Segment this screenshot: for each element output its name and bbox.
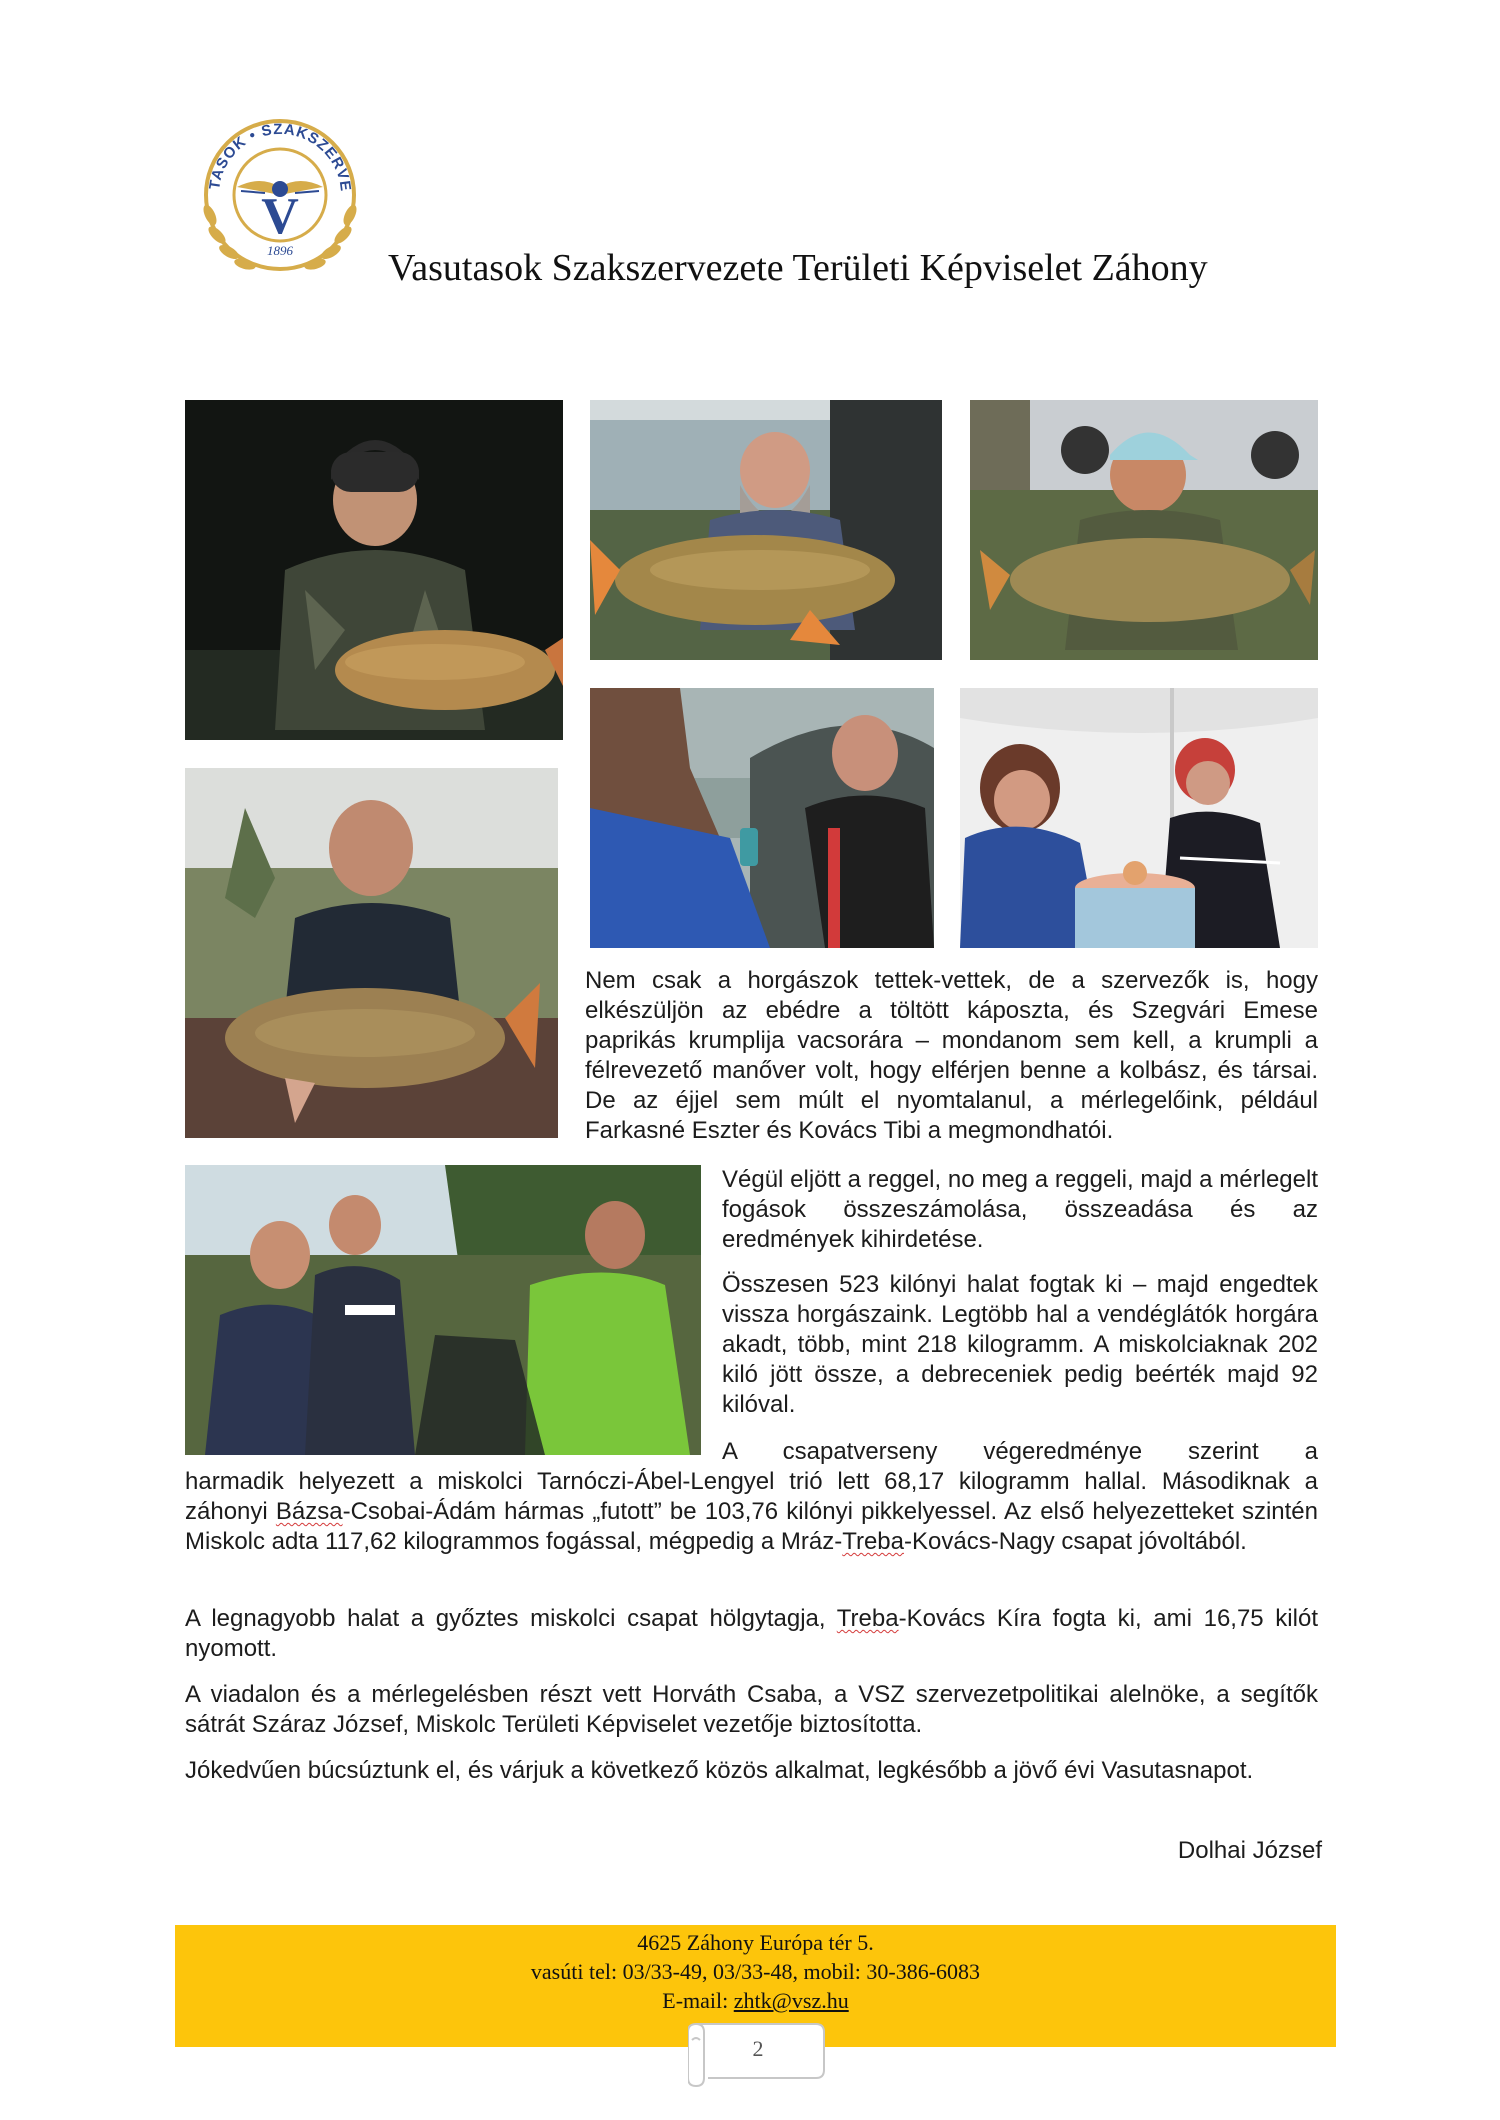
footer-email: E-mail: zhtk@vsz.hu [662,1988,849,2013]
footer-address: 4625 Záhony Európa tér 5. [637,1930,874,1955]
logo-year: 1896 [267,243,293,258]
spellcheck-word: Bázsa [275,1498,343,1525]
logo-ring-text: TASOK • SZAKSZERVE [206,120,355,193]
page-number: 2 [752,2036,764,2061]
photo-angler-mirror-carp [185,768,558,1138]
page-title: Vasutasok Szakszervezete Területi Képviselet Záhony [388,247,1208,289]
photo-angler-night-carp [185,400,563,740]
photo-women-cooking [960,688,1318,948]
article-paragraph-6: A viadalon és a mérlegelésben részt vett Horváth Csaba, a VSZ szervezetpolitikai alelnöke, a segítők sátrát Száraz József, Miskolc Területi Képviselet vezetője biztosította. [185,1681,1318,1738]
article-paragraph-2: Végül eljött a reggel, no meg a reggeli, majd a mérlegelt fogások összeszámolása, összeadása és az eredmények kihirdetése. [722,1166,1318,1253]
photo-weigh-in-group [185,1165,701,1455]
spellcheck-word: Treba [842,1528,904,1555]
spellcheck-word: Treba [836,1605,899,1632]
photo-weighing-scale [590,688,934,948]
author-signature: Dolhai József [1177,1837,1322,1864]
union-logo [185,95,375,285]
photo-angler-lake-carp [590,400,942,660]
article-paragraph-1: Nem csak a horgászok tettek-vettek, de a szervezők is, hogy elkészüljön az ebédre a töltött káposzta, és Szegvári Emese paprikás krumplija vacsorára – mondanom sem kell, a krumpli a félrevezető manőver volt, hogy elférjen benne a kolbász, és társai. De az éjjel sem múlt el nyomtalanul, a mérlegelőink, például Farkasné Eszter és Kovács Tibi a megmondhatói. [585,967,1318,1144]
article-paragraph-4: harmadik helyezett a miskolci Tarnóczi-Ábel-Lengyel trió lett 68,17 kilogramm hallal. Másodiknak a záhonyi Bázsa-Csobai-Ádám hármas „futott” be 103,76 kilónyi pikkelyessel. Az első helyezetteket szintén Miskolc adta 117,62 kilogrammos fogással, mégpedig a Mráz-Treba-Kovács-Nagy csapat jóvoltából. [185,1468,1319,1555]
footer-email-link[interactable]: zhtk@vsz.hu [733,1988,849,2013]
article-paragraph-3: Összesen 523 kilónyi halat fogtak ki – majd engedtek vissza horgászaink. Legtöbb hal a vendéglátók horgára akadt, több, mint 218 kilogramm. A miskolciaknak 202 kiló jött össze, a debreceniek pedig beérték majd 92 kilóval. [722,1271,1318,1418]
photo-angler-cap-carp [970,400,1318,660]
article-paragraph-5: A legnagyobb halat a győztes miskolci csapat hölgytagja, Treba-Kovács Kíra fogta ki, ami 16,75 kilót nyomott. [185,1605,1318,1662]
article-paragraph-7: Jókedvűen búcsúztunk el, és várjuk a következő közös alkalmat, legkésőbb a jövő évi Vasutasnapot. [185,1757,1254,1784]
article-paragraph-4-first-line: A csapatverseny végeredménye szerint a [722,1438,1318,1465]
footer-phones: vasúti tel: 03/33-49, 03/33-48, mobil: 30-386-6083 [530,1959,981,1984]
logo-letter: V [261,188,299,245]
